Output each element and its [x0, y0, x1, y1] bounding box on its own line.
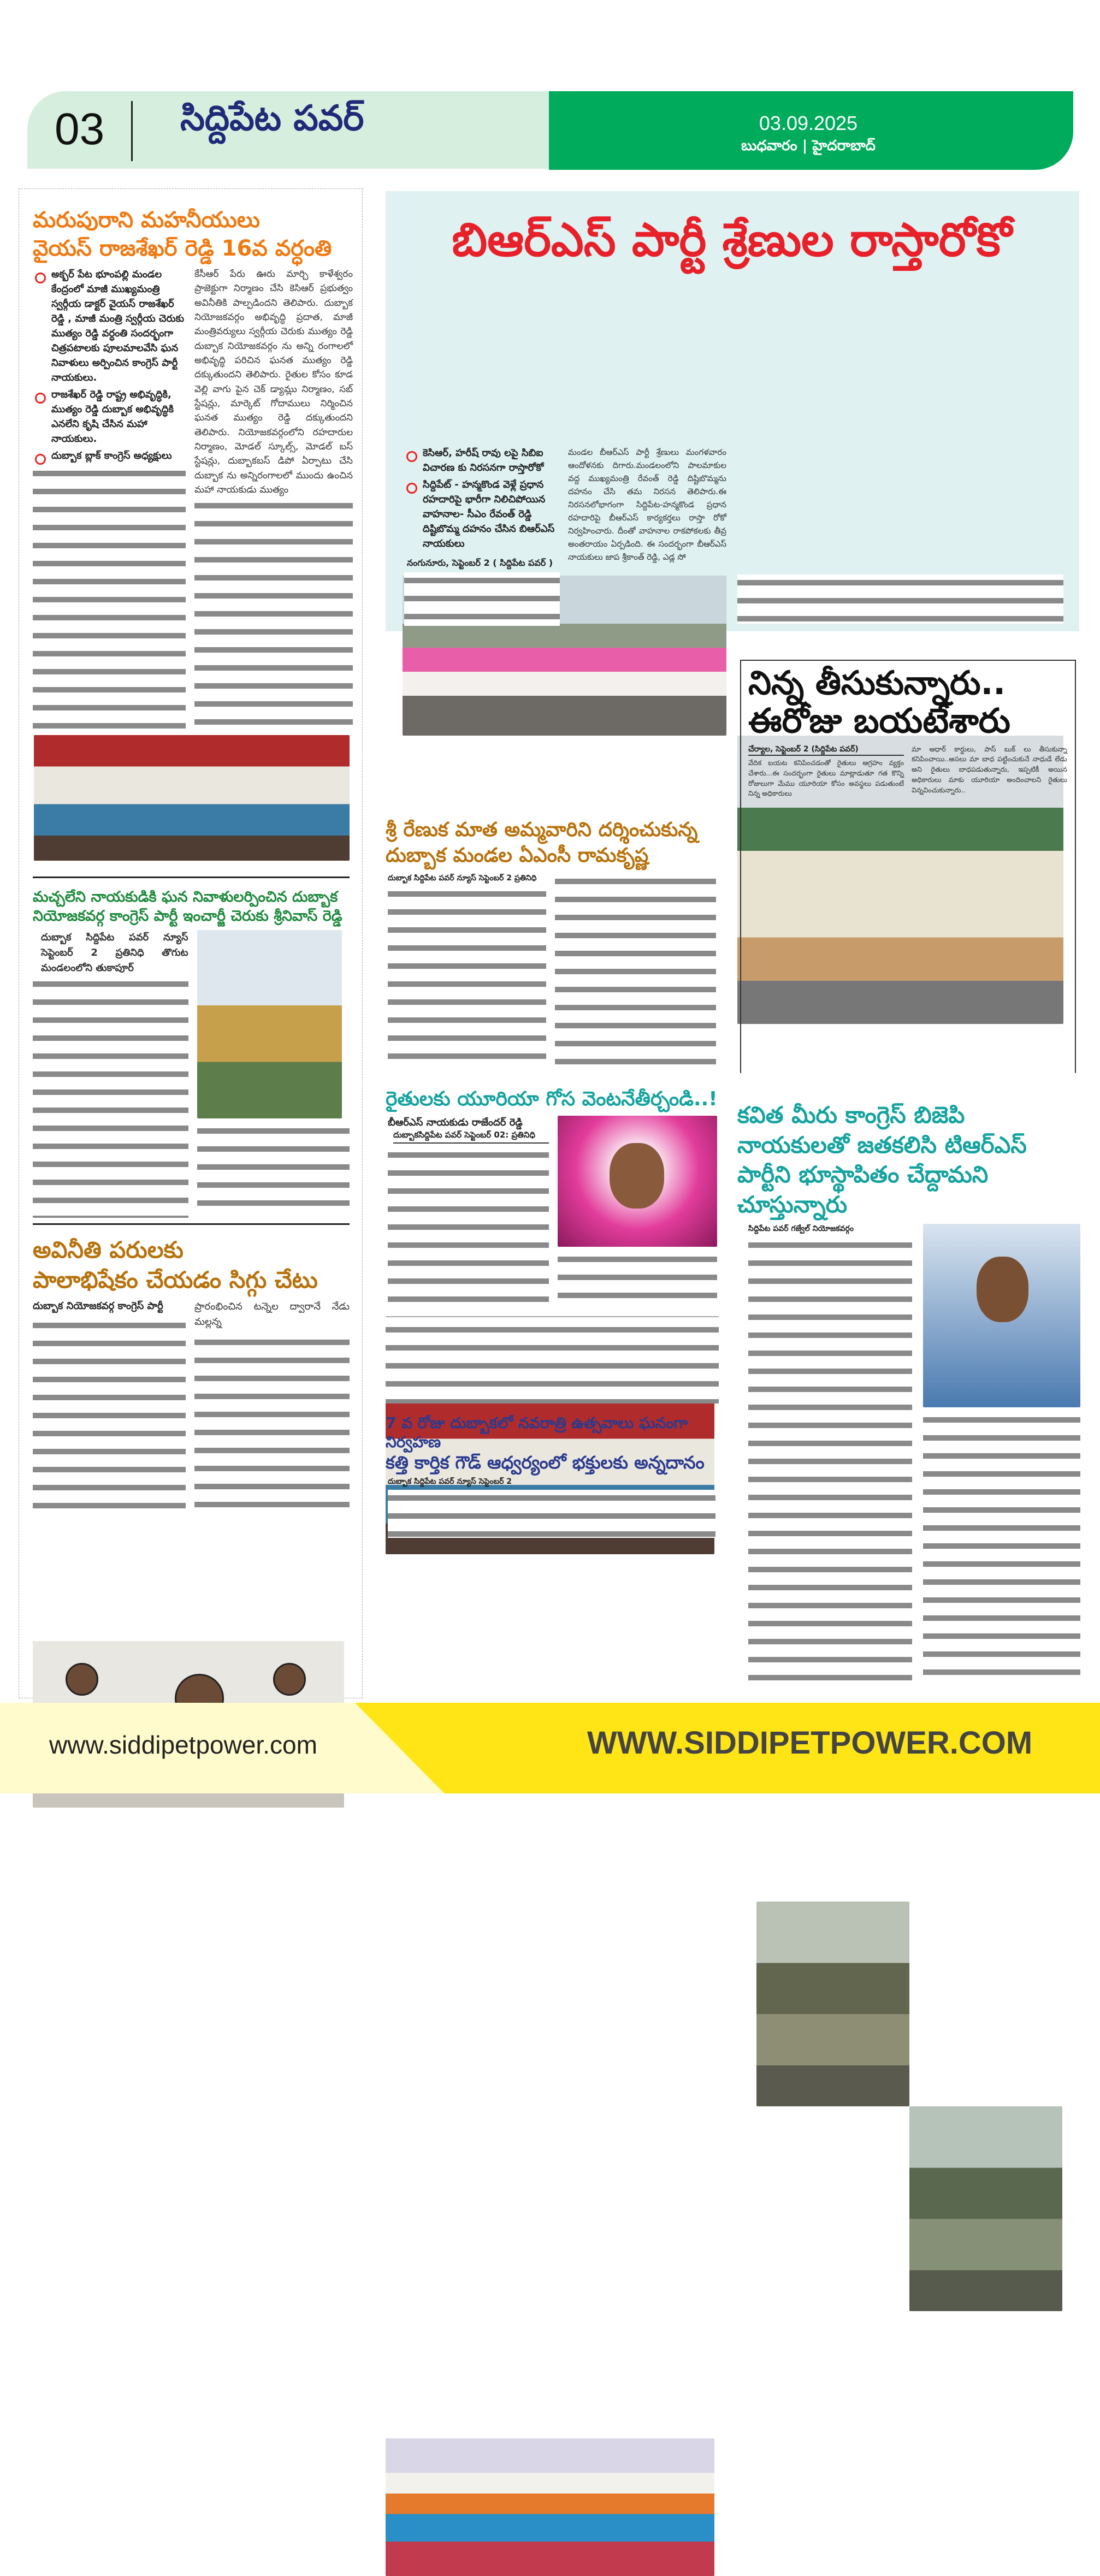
yesterday-body-1: వేదిక బయట కనిపించడంతో రైతులు ఆగ్రహం వ్యక్తం చేశారు...ఈ సందర్భంగా రైతులు మాట్లాడుతూ గత కొన్ని రోజులుగా మేము యూరియా కోసం అవస్థలు పడుతుంటే నిన్న అధికారులు — [748, 759, 904, 798]
urea-bags-photo-2 — [909, 2106, 1062, 2311]
urea-body-text — [558, 1251, 717, 1305]
navaratri-article — [386, 1413, 730, 1538]
ysr-columns — [33, 267, 355, 730]
brs-headline: బిఆర్ఎస్ పార్టీ శ్రేణుల రాస్తారోకో — [452, 213, 1012, 267]
corruption-body: ప్రారంభించిన టన్నెల ద్వారానే నేడు మల్లన్న — [194, 1301, 350, 1328]
kavitha-columns — [737, 1224, 1080, 1683]
bullet: దుబ్బాక బ్లాక్ కాంగ్రెస్ అధ్యక్షులు — [33, 448, 186, 463]
renuka-left-column — [388, 873, 546, 1069]
yesterday-body-2: మా ఆధార్ కార్డులు, పాస్ బుక్ లు తీసుకున్నా కనిపించాయి..అసలు మా బాధ పట్టించుకునే నాధుడే లేడు అని రైతులు బాధపడుతున్నారు, ఇప్పటికీ అయిన అధికారులు మాకు యూరియా అందించాలని రైతులు విన్నవించుకున్నారు.. — [912, 744, 1067, 794]
kavitha-article — [737, 1100, 1080, 1683]
kavitha-dateline: సిద్దిపేట పవర్ గజ్వేల్ నియోజకవర్గం — [748, 1224, 854, 1234]
yesterday-columns — [748, 744, 1071, 800]
kavitha-body-text — [748, 1237, 912, 1683]
corruption-body-text — [194, 1334, 350, 1508]
corruption-headline-1: అవినీతి పరులకు — [33, 1236, 184, 1263]
navaratri-headline-2: కత్తి కార్తిక గౌడ్ ఆధ్వర్యంలో భక్తులకు అన్నదానం — [386, 1452, 705, 1473]
urea-subhead: బీఆర్ఎస్ నాయకుడు రాజేందర్ రెడ్డి — [388, 1116, 523, 1128]
cheruku-body-text — [197, 1123, 350, 1218]
urea-left-column — [388, 1116, 549, 1305]
bullet: అక్బర్ పేట భూంపల్లి మండల కేంద్రంలో మాజీ ముఖ్యమంత్రి స్వర్గీయ డాక్టర్ వైయస్ రాజశేఖర్ రెడ్డి , మాజీ మంత్రి స్వర్గీయ చెరుకు ముత్యం రెడ్డి వర్ధంతి సందర్భంగా చిత్రపటాలకు పూలమాలవేసి ఘన నివాళులు అర్పించిన కాంగ్రెస్ పార్టీ నాయకులు. — [33, 267, 186, 385]
urea-headline: రైతులకు యూరియా గోస వెంటనేతీర్చండి..! — [386, 1088, 718, 1110]
bullet: రాజశేఖర్ రెడ్డి రాష్ట్ర అభివృద్ధికి, ముత్యం రెడ్డి దుబ్బాక అభివృద్ధికి ఎనలేని కృషి చేసిన మహా నాయకులు. — [33, 387, 186, 446]
divider — [33, 877, 350, 878]
ysr-tribute-photo — [34, 735, 350, 861]
navaratri-dateline: దుబ్బాక సిద్దిపేట పవర్ న్యూస్ సెప్టెంబర్ 2 — [388, 1477, 512, 1486]
brs-dateline: నంగునూరు, సెప్టెంబర్ 2 ( సిద్దిపేట పవర్ ) — [407, 558, 553, 568]
statue-garland-photo — [197, 930, 342, 1118]
navaratri-headline-1: 7 వ రోజు దుబ్బాకలో నవరాత్రి ఉత్సవాలు ఘనంగా నిర్వహణ — [386, 1414, 688, 1451]
corruption-headline-2: పాలాభిషేకం చేయడం సిగ్గు చేటు — [33, 1266, 318, 1293]
urea-dateline: దుబ్బాకసిద్దిపేట పవర్ సెప్టెంబర్ 02: ప్రతినిధి — [393, 1129, 549, 1144]
divider — [131, 101, 133, 161]
kavitha-left-column — [748, 1224, 912, 1683]
cheruku-dateline: దుబ్బాక సిద్దిపేట పవర్ న్యూస్ సెప్టెంబర్ 2 ప్రతినిధి తొగుట మండలంలోని తుకాపూర్ — [41, 932, 188, 974]
corruption-columns — [33, 1299, 350, 1508]
page-number: 03 — [55, 104, 105, 154]
renuka-dateline: దుబ్బాక సిద్దిపేట పవర్ న్యూస్ సెప్టెంబర్ 2 ప్రతినిధి — [388, 873, 537, 883]
urea-right-column — [558, 1116, 717, 1305]
brs-body-text-continued — [737, 575, 1063, 624]
rajender-reddy-portrait — [558, 1116, 717, 1247]
footer-url-large[interactable]: WWW.SIDDIPETPOWER.COM — [587, 1725, 1033, 1761]
ysr-article — [33, 206, 355, 730]
cheruku-article — [33, 887, 350, 1218]
renuka-body-text — [555, 873, 716, 1069]
kavitha-right-column — [923, 1224, 1080, 1683]
urea-columns — [386, 1116, 719, 1305]
ysr-headline-1: మరుపురాని మహనీయులు — [33, 208, 261, 233]
ysr-headline-2: వైయస్ రాజశేఖర్ రెడ్డి 16వ వర్ధంతి — [33, 236, 332, 261]
ysr-body-text-continued — [33, 465, 186, 730]
yesterday-dateline: చేర్యాల, సెప్టెంబర్ 2 (సిద్దిపేట పవర్) — [748, 744, 904, 756]
brs-left-column — [404, 446, 560, 626]
cheruku-body-text — [33, 976, 188, 1218]
footer-url-small[interactable]: www.siddipetpower.com — [49, 1731, 317, 1759]
ysr-body-column — [194, 267, 353, 730]
ysr-body: కేసీఆర్ పేరు ఊరు మార్చి కాళేశ్వరం ప్రాజెక్టుగా నిర్మాణం చేసి కెసిఆర్ ప్రభుత్వం అవినీతికి పాల్పడిందని తెలిపారు. దుబ్బాక నియోజకవర్గం అభివృద్ధి ప్రదాత, మాజీ మంత్రివర్యులు స్వర్గీయ చెరుకు ముత్యం రెడ్డి దుబ్బాక నియోజకవర్గం ను అన్ని రంగాలలో అభివృద్ధి పరిచిన ఘనత ముత్యం రెడ్డి దక్కుతుందని తెలిపారు. రైతుల కోసం కూడ వెల్లి వాగు పైన చెక్ డ్యామ్లు నిర్మాణం, సబ్ స్టేషన్లు, మార్కెట్ గోదాములు నిర్మించిన ఘనత ముత్యం రెడ్డి దక్కుతుందని తెలిపారు. నియోజకవర్గంలోని రహదారుల నిర్మాణం, మోడల్ స్కూల్స్, మోడల్ బస్ స్టేషన్లు, దుబ్బాకబస్ డిపో ఏర్పాటు చేసి దుబ్బాక ను అన్నిరంగాలలో ముందు ఉంచిన మహా నాయకుడు ముత్యం — [194, 269, 353, 496]
divider — [386, 1316, 719, 1317]
yesterday-article — [748, 665, 1071, 868]
cheruku-text-column — [33, 930, 188, 1218]
ysr-bullets — [33, 267, 186, 730]
navaratri-body-text — [388, 1490, 715, 1538]
ysr-body-text-continued — [194, 498, 353, 731]
divider — [33, 1223, 350, 1225]
kavitha-headline: కవిత మీరు కాంగ్రెస్ బిజెపి నాయకులతో జతకలిసి టిఆర్ఎస్ పార్టీని భూస్థాపితం చేద్దామని చూస్తున్నారు — [737, 1102, 1027, 1218]
cheruku-columns — [33, 930, 350, 1218]
cheruku-photo-column — [197, 930, 350, 1218]
bullet: కెసిఆర్, హరీష్ రావు లపై సిబిఐ విచారణ కు నిరసనగా రాస్తారోకో — [404, 446, 560, 475]
corruption-right-column — [194, 1299, 350, 1508]
kavitha-body-text — [923, 1412, 1080, 1683]
yesterday-headline-2: ఈరోజు బయటేశారు — [748, 701, 1011, 741]
navaratri-women-photo — [386, 2438, 714, 2576]
yesterday-left-column — [748, 744, 904, 800]
yesterday-headline-1: నిన్న తీసుకున్నారు.. — [748, 664, 1006, 702]
corruption-left-column — [33, 1299, 186, 1508]
renuka-columns — [386, 873, 719, 1069]
renuka-article — [386, 818, 719, 1069]
corruption-article — [33, 1235, 350, 1508]
renuka-body-text — [388, 886, 546, 1069]
corruption-continued-text — [386, 1322, 719, 1404]
corruption-body-text — [33, 1317, 186, 1508]
kavitha-article-portrait — [923, 1224, 1080, 1407]
corruption-subhead: దుబ్బాక నియోజకవర్గ కాంగ్రెస్ పార్టీ — [33, 1300, 163, 1312]
urea-bags-photo-1 — [756, 1902, 909, 2106]
urea-article — [386, 1087, 719, 1305]
cheruku-headline: మచ్చలేని నాయకుడికి ఘన నివాళులర్పించిన దుబ్బాక నియోజకవర్గ కాంగ్రెస్ పార్టీ ఇంచార్జీ చెరుకు శ్రీనివాస్ రెడ్డి — [33, 889, 342, 925]
brs-body-text — [404, 572, 560, 626]
bullet: సిద్దిపేట్ - హన్మకొండ వెళ్లే ప్రధాన రహదారిపై భారీగా నిలిచిపోయిన వాహనాల- సీఎం రేవంత్ రెడ్డి దిష్టిబొమ్మ దహనం చేసిన బిఆర్ఎస్ నాయకులు — [404, 477, 560, 551]
renuka-headline: శ్రీ రేణుక మాత అమ్మవారిని దర్శించుకున్న దుబ్బాక మండల ఏఎంసీ రామకృష్ణ — [386, 819, 698, 867]
issue-day-place: బుధవారం | హైదరాబాద్ — [741, 138, 876, 154]
issue-date: 03.09.2025 — [759, 112, 858, 134]
masthead-title: సిద్దిపేట పవర్ — [180, 98, 364, 139]
brs-body: మండల బీఆర్ఎస్ పార్టీ శ్రేణులు మంగళవారం ఆందోళనకు దిగారు.మండలంలోని పాలమాకుల వద్ద ముఖ్యమంత్రి రేవంత్ రెడ్డి దిష్టిబొమ్మను దహనం చేసి తమ నిరసన తెలిపారు.ఈ నిరసనలోభాగంగా సిద్దిపేట-హన్మకొండ ప్రధాన రహదారిపై బీఆర్ఎస్ కార్యకర్తలు రాస్తా రోకో నిర్వహించారు. దీంతో వాహనాల రాకపోకలకు తీవ్ర అంతరాయం ఏర్పడింది. ఈ సందర్భంగా బీఆర్ఎస్ నాయకులు జాప శ్రీకాంత్ రెడ్డి, ఎడ్ల సో — [568, 447, 726, 562]
urea-body-text — [388, 1147, 549, 1305]
